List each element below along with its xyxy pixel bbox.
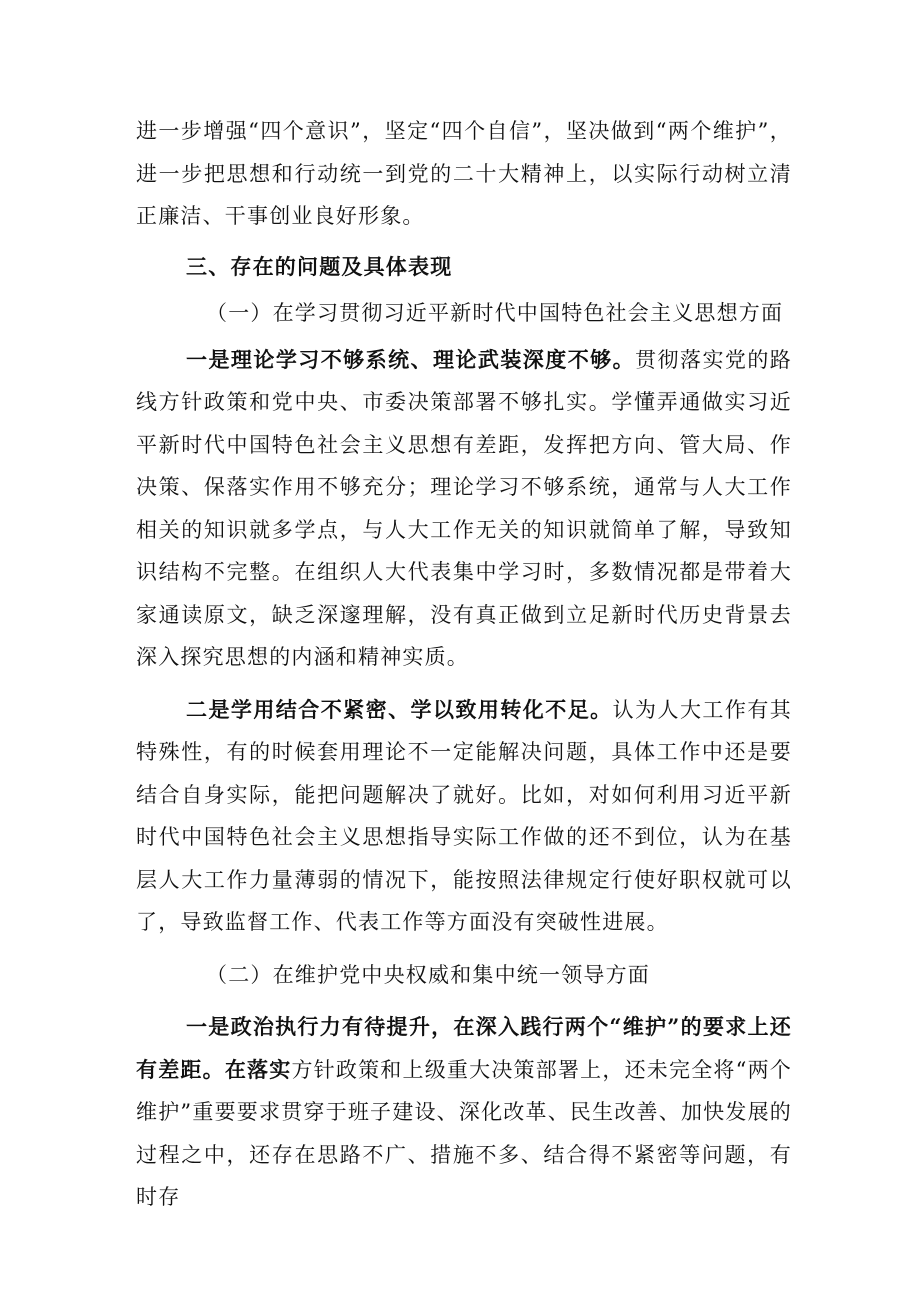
- item-1-lead: 一是理论学习不够系统、理论武装深度不够。: [186, 346, 636, 372]
- paragraph-item-1: [136, 339, 792, 679]
- paragraph-item-2: [136, 689, 792, 944]
- item-2-lead: 二是学用结合不紧密、学以致用转化不足。: [186, 696, 613, 722]
- item-1-body: 贯彻落实党的路线方针政策和党中央、市委决策部署不够扎实。学懂弄通做实习近平新时代中国特色社会主义思想有差距，发挥把方向、管大局、作决策、保落实作用不够充分；理论学习不够系统，通常与人大工作相关的知识就多学点，与人大工作无关的知识就简单了解，导致知识结构不完整。在组织人大代表集中学习时，多数情况都是带着大家通读原文，缺乏深邃理解，没有真正做到立足新时代历史背景去深入探究思想的内涵和精神实质。: [136, 347, 792, 669]
- paragraph-item-3: [136, 1006, 792, 1219]
- subsection-heading-2: （二）在维护党中央权威和集中统一领导方面: [206, 962, 650, 987]
- paragraph-continuation: 进一步增强“四个意识”，坚定“四个自信”，坚决做到“两个维护”，进一步把思想和行动统一到党的二十大精神上，以实际行动树立清正廉洁、干事创业良好形象。: [136, 119, 792, 228]
- item-2-body: 认为人大工作有其特殊性，有的时候套用理论不一定能解决问题，具体工作中还是要结合自身实际，能把问题解决了就好。比如，对如何利用习近平新时代中国特色社会主义思想指导实际工作做的还不到位，认为在基层人大工作力量薄弱的情况下，能按照法律规定行使好职权就可以了，导致监督工作、代表工作等方面没有突破性进展。: [136, 697, 792, 934]
- section-heading-3: 三、存在的问题及具体表现: [186, 253, 453, 279]
- item-3-lead: 一是政治执行力有待提升，在深入践行两个“维护”的要求上还有差距。在落实: [136, 1014, 792, 1082]
- item-3-body: 方针政策和上级重大决策部署上，还未完全将“两个维护”重要要求贯穿于班子建设、深化改革、民生改善、加快发展的过程之中，还存在思路不广、措施不多、结合得不紧密等问题，有时存: [136, 1057, 792, 1209]
- subsection-heading-1: （一）在学习贯彻习近平新时代中国特色社会主义思想方面: [206, 301, 784, 325]
